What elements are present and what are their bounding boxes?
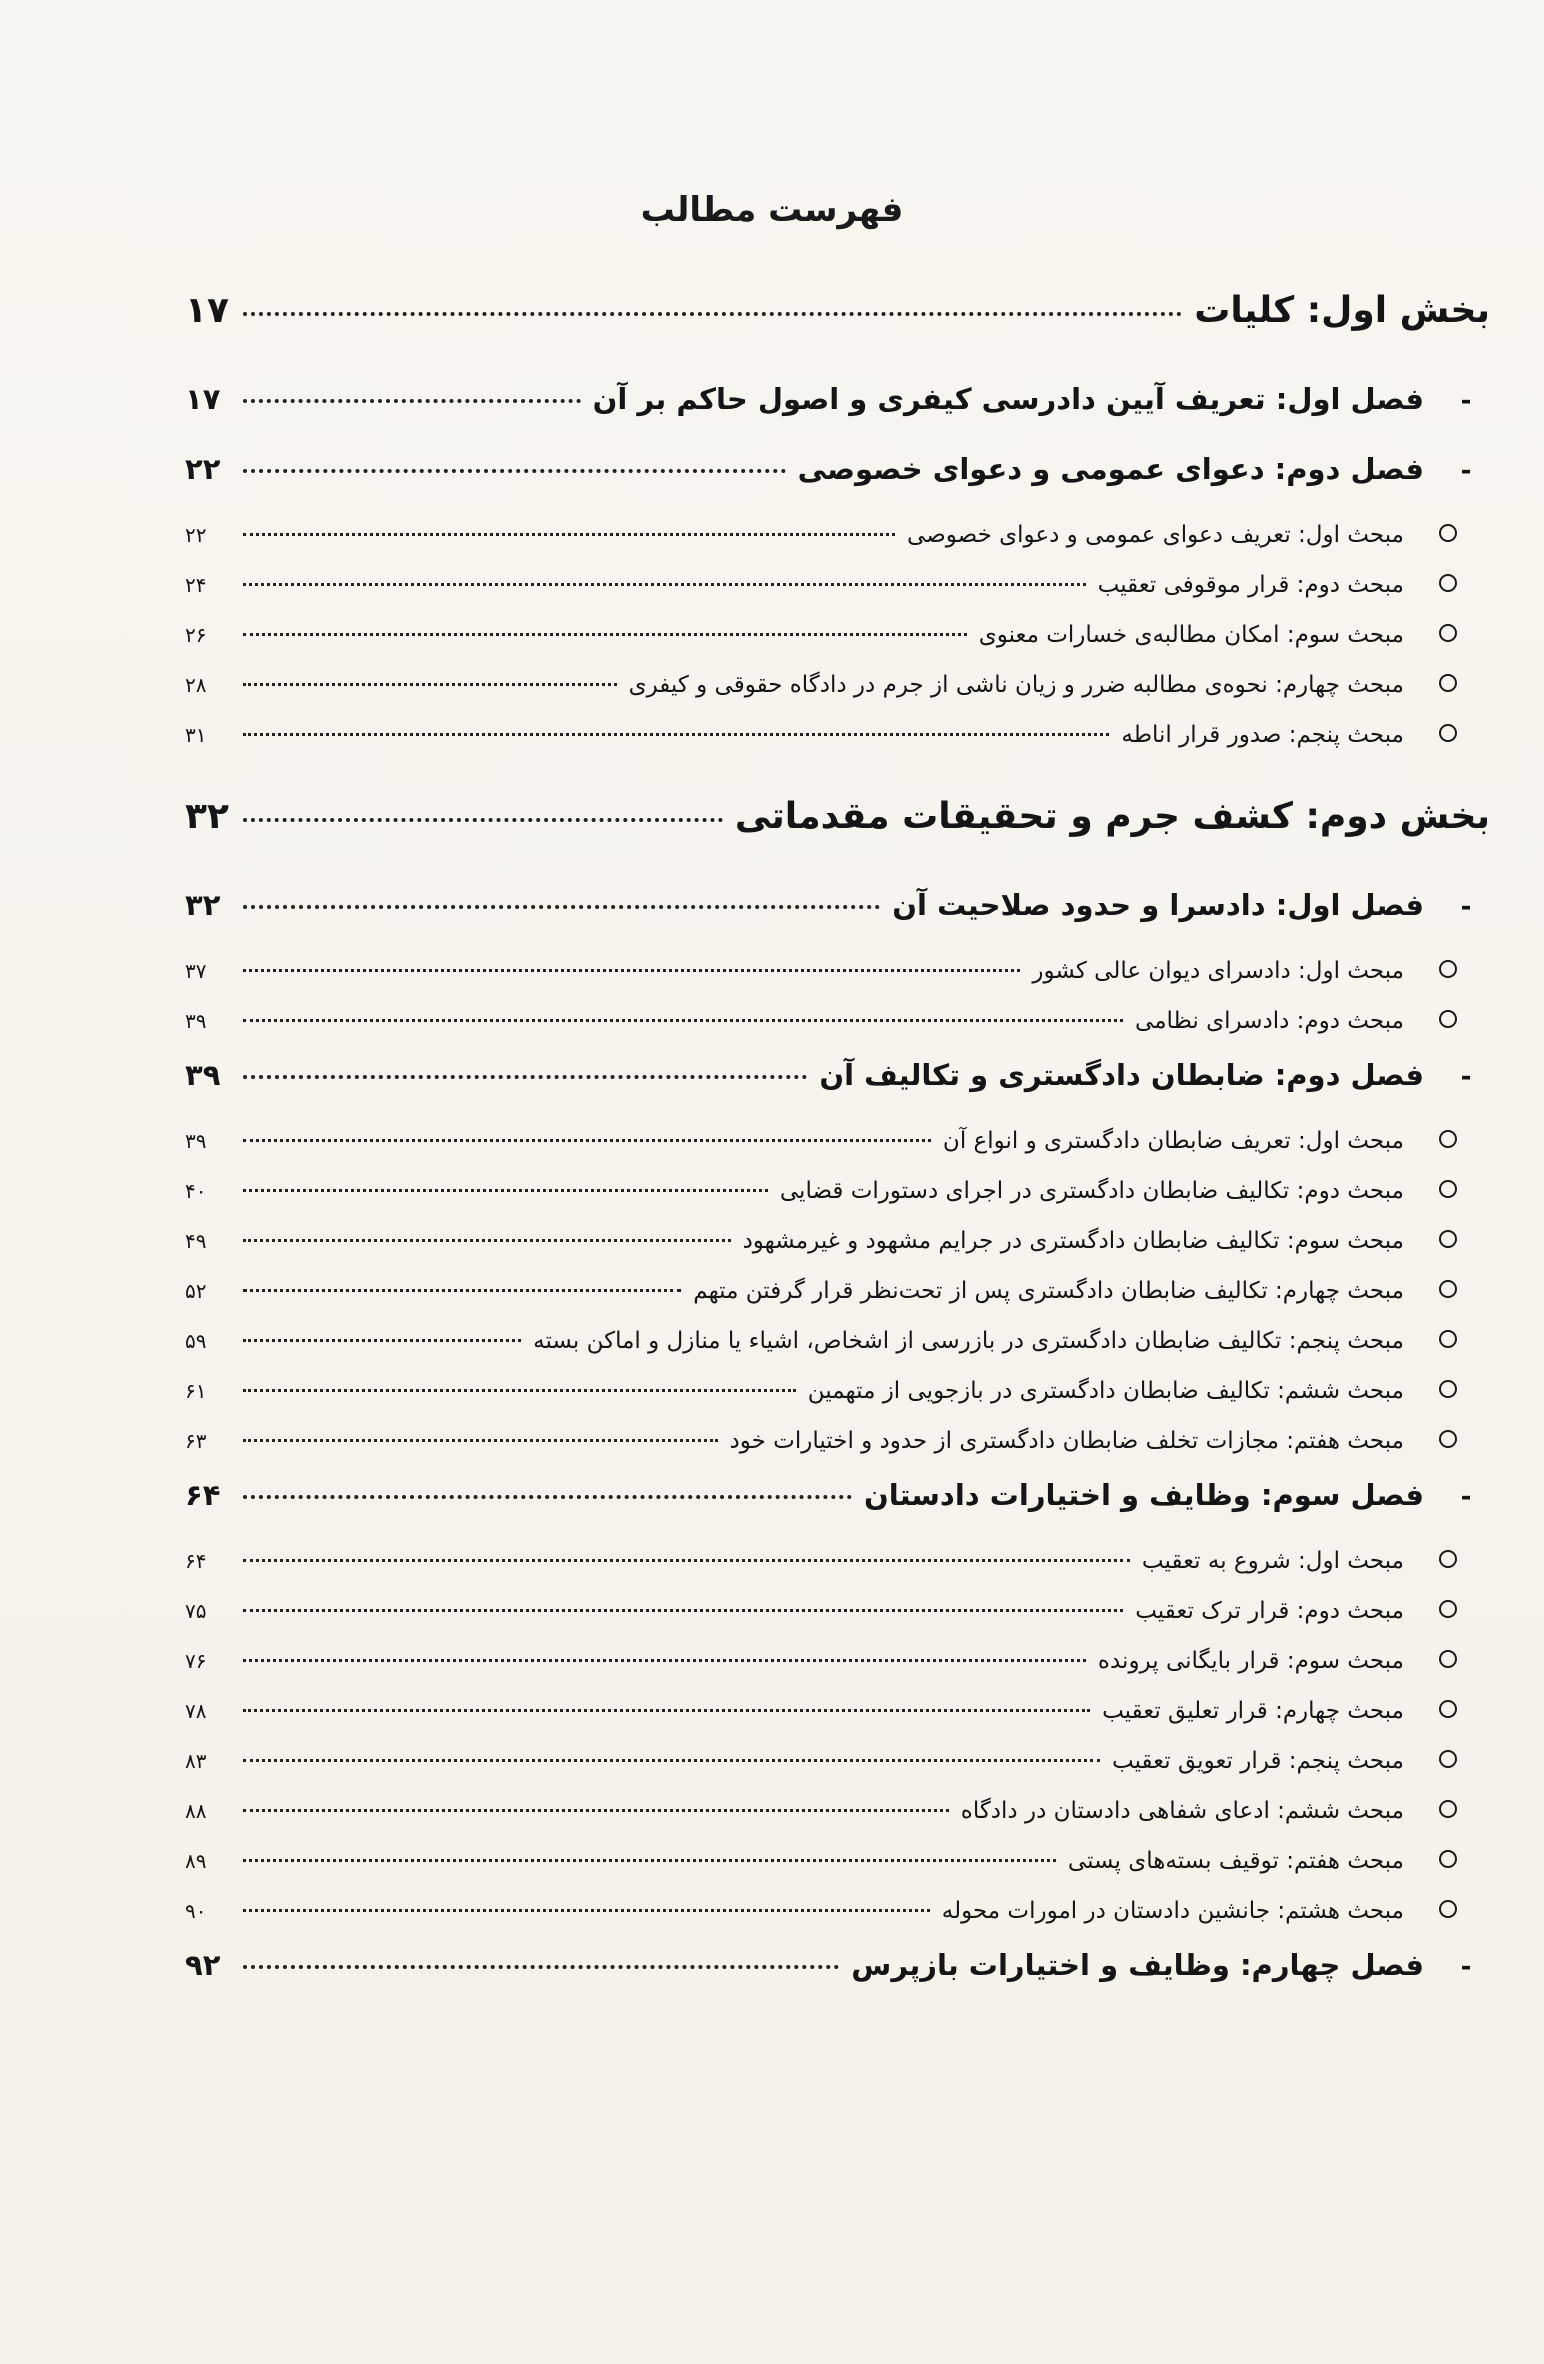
circle-bullet-icon — [1426, 1799, 1470, 1824]
toc-entry-section[interactable] — [185, 1328, 1490, 1378]
toc-entry-title: مبحث دوم: قرار موقوفی تعقیب — [1097, 572, 1404, 598]
circle-bullet-icon — [1426, 523, 1470, 548]
toc-page-number: ۲۲ — [185, 452, 221, 486]
circle-bullet-icon — [1426, 1649, 1470, 1674]
page-title: فهرست مطالب — [640, 190, 904, 230]
dot-leader — [243, 1139, 931, 1142]
circle-bullet-icon — [1426, 1129, 1470, 1154]
toc-page-number: ۷۸ — [185, 1699, 207, 1723]
toc-entry-title: مبحث ششم: تکالیف ضابطان دادگستری در بازجویی از متهمین — [807, 1378, 1404, 1404]
dot-leader — [243, 1495, 852, 1499]
toc-entry-title: مبحث دوم: تکالیف ضابطان دادگستری در اجرای دستورات قضایی — [779, 1178, 1404, 1204]
toc-entry-section[interactable] — [185, 622, 1490, 672]
toc-entry-section[interactable] — [185, 1548, 1490, 1598]
toc-entry-title: فصل دوم: ضابطان دادگستری و تکالیف آن — [819, 1058, 1424, 1092]
dot-leader — [243, 1909, 930, 1912]
dot-leader — [243, 1189, 768, 1192]
dot-leader — [243, 1439, 718, 1442]
toc-page-number: ۲۲ — [185, 523, 207, 547]
toc-entry-title: مبحث دوم: دادسرای نظامی — [1135, 1008, 1404, 1034]
dot-leader — [243, 533, 895, 536]
toc-entry-section[interactable] — [185, 1278, 1490, 1328]
toc-entry-chapter[interactable] — [185, 888, 1490, 958]
toc-entry-section[interactable] — [185, 1008, 1490, 1058]
toc-entry-title: مبحث سوم: تکالیف ضابطان دادگستری در جرایم مشهود و غیرمشهود — [742, 1228, 1404, 1254]
dot-leader — [243, 1289, 681, 1292]
toc-entry-title: مبحث ششم: ادعای شفاهی دادستان در دادگاه — [960, 1798, 1404, 1824]
toc-entry-title: مبحث چهارم: تکالیف ضابطان دادگستری پس از تحت‌نظر قرار گرفتن متهم — [693, 1278, 1404, 1304]
toc-entry-title: مبحث هفتم: توقیف بسته‌های پستی — [1067, 1848, 1404, 1874]
toc-page-number: ۳۹ — [185, 1009, 207, 1033]
dot-leader — [243, 1659, 1086, 1662]
dot-leader — [243, 399, 581, 403]
dot-leader — [243, 1709, 1090, 1712]
circle-bullet-icon — [1426, 959, 1470, 984]
toc-entry-section[interactable] — [185, 1748, 1490, 1798]
toc-entry-title: فصل سوم: وظایف و اختیارات دادستان — [863, 1478, 1424, 1512]
toc-entry-section[interactable] — [185, 1648, 1490, 1698]
dash-bullet-icon: - — [1460, 1952, 1472, 1982]
toc-entry-title: مبحث اول: شروع به تعقیب — [1141, 1548, 1404, 1574]
circle-bullet-icon — [1426, 623, 1470, 648]
toc-page-number: ۶۱ — [185, 1379, 207, 1403]
toc-page-number: ۴۹ — [185, 1229, 207, 1253]
dot-leader — [243, 1965, 839, 1969]
toc-entry-part[interactable] — [185, 796, 1490, 888]
toc-entry-section[interactable] — [185, 958, 1490, 1008]
circle-bullet-icon — [1426, 1179, 1470, 1204]
toc-entry-section[interactable] — [185, 1228, 1490, 1278]
dot-leader — [243, 905, 880, 909]
dot-leader — [243, 969, 1020, 972]
table-of-contents — [185, 290, 1490, 2018]
toc-entry-part[interactable] — [185, 290, 1490, 382]
toc-entry-title: مبحث چهارم: نحوه‌ی مطالبه ضرر و زیان ناشی از جرم در دادگاه حقوقی و کیفری — [628, 672, 1404, 698]
toc-page-number: ۶۳ — [185, 1429, 207, 1453]
circle-bullet-icon — [1426, 1009, 1470, 1034]
toc-entry-title: مبحث پنجم: قرار تعویق تعقیب — [1112, 1748, 1404, 1774]
dash-bullet-icon: - — [1460, 456, 1472, 486]
toc-entry-title: مبحث اول: تعریف دعوای عمومی و دعوای خصوصی — [907, 522, 1404, 548]
toc-page-number: ۳۹ — [185, 1058, 221, 1092]
toc-entry-chapter[interactable] — [185, 1058, 1490, 1128]
toc-page-number: ۷۶ — [185, 1649, 207, 1673]
toc-entry-title: فصل اول: تعریف آیین دادرسی کیفری و اصول حاکم بر آن — [592, 382, 1424, 416]
toc-entry-section[interactable] — [185, 672, 1490, 722]
toc-entry-section[interactable] — [185, 1798, 1490, 1848]
dash-bullet-icon: - — [1460, 386, 1472, 416]
toc-entry-section[interactable] — [185, 1128, 1490, 1178]
toc-page-number: ۶۴ — [185, 1549, 207, 1573]
toc-entry-title: مبحث پنجم: صدور قرار اناطه — [1121, 722, 1404, 748]
toc-page-number: ۱۷ — [185, 290, 229, 331]
toc-entry-section[interactable] — [185, 1178, 1490, 1228]
toc-entry-title: فصل دوم: دعوای عمومی و دعوای خصوصی — [797, 452, 1424, 486]
dot-leader — [243, 1559, 1130, 1562]
toc-entry-section[interactable] — [185, 572, 1490, 622]
circle-bullet-icon — [1426, 1229, 1470, 1254]
dot-leader — [243, 1389, 796, 1392]
toc-page-number: ۳۲ — [185, 796, 229, 837]
circle-bullet-icon — [1426, 1899, 1470, 1924]
toc-page-number: ۳۲ — [185, 888, 221, 922]
toc-entry-title: بخش اول: کلیات — [1194, 290, 1490, 331]
circle-bullet-icon — [1426, 1379, 1470, 1404]
dot-leader — [243, 818, 723, 822]
toc-page-number: ۳۹ — [185, 1129, 207, 1153]
toc-page-number: ۴۰ — [185, 1179, 207, 1203]
toc-entry-title: مبحث هشتم: جانشین دادستان در امورات محوله — [941, 1898, 1404, 1924]
toc-page-number: ۲۸ — [185, 673, 207, 697]
toc-page-number: ۱۷ — [185, 382, 221, 416]
toc-page-number: ۳۷ — [185, 959, 207, 983]
dot-leader — [243, 1859, 1056, 1862]
toc-entry-section[interactable] — [185, 1848, 1490, 1898]
dot-leader — [243, 1239, 731, 1242]
toc-page-number: ۲۴ — [185, 573, 207, 597]
dash-bullet-icon: - — [1460, 1062, 1472, 1092]
toc-entry-title: مبحث دوم: قرار ترک تعقیب — [1135, 1598, 1404, 1624]
circle-bullet-icon — [1426, 1279, 1470, 1304]
dash-bullet-icon: - — [1460, 1482, 1472, 1512]
toc-page-number: ۲۶ — [185, 623, 207, 647]
circle-bullet-icon — [1426, 1849, 1470, 1874]
toc-entry-title: مبحث سوم: امکان مطالبه‌ی خسارات معنوی — [978, 622, 1404, 648]
toc-entry-section[interactable] — [185, 1898, 1490, 1948]
toc-entry-section[interactable] — [185, 1698, 1490, 1748]
toc-entry-section[interactable] — [185, 722, 1490, 772]
circle-bullet-icon — [1426, 673, 1470, 698]
toc-entry-section[interactable] — [185, 1598, 1490, 1648]
circle-bullet-icon — [1426, 723, 1470, 748]
dot-leader — [243, 1075, 807, 1079]
toc-entry-section[interactable] — [185, 522, 1490, 572]
toc-entry-title: مبحث سوم: قرار بایگانی پرونده — [1097, 1648, 1404, 1674]
toc-page-number: ۵۲ — [185, 1279, 207, 1303]
toc-entry-title: مبحث چهارم: قرار تعلیق تعقیب — [1102, 1698, 1404, 1724]
toc-page-number: ۸۹ — [185, 1849, 207, 1873]
circle-bullet-icon — [1426, 1749, 1470, 1774]
toc-page-number: ۹۰ — [185, 1899, 207, 1923]
dot-leader — [243, 1019, 1123, 1022]
dot-leader — [243, 1759, 1100, 1762]
toc-entry-section[interactable] — [185, 1378, 1490, 1428]
circle-bullet-icon — [1426, 1329, 1470, 1354]
toc-page-number: ۸۳ — [185, 1749, 207, 1773]
toc-entry-chapter[interactable] — [185, 1478, 1490, 1548]
dot-leader — [243, 633, 967, 636]
toc-entry-title: فصل چهارم: وظایف و اختیارات بازپرس — [851, 1948, 1424, 1982]
dot-leader — [243, 1809, 949, 1812]
dot-leader — [243, 469, 786, 473]
toc-entry-title: بخش دوم: کشف جرم و تحقیقات مقدماتی — [734, 796, 1490, 837]
circle-bullet-icon — [1426, 1699, 1470, 1724]
dot-leader — [243, 1609, 1123, 1612]
circle-bullet-icon — [1426, 1599, 1470, 1624]
circle-bullet-icon — [1426, 573, 1470, 598]
toc-entry-title: مبحث پنجم: تکالیف ضابطان دادگستری در بازرسی از اشخاص، اشیاء یا منازل و اماکن بسته — [533, 1328, 1404, 1354]
toc-entry-chapter[interactable] — [185, 382, 1490, 452]
toc-entry-title: فصل اول: دادسرا و حدود صلاحیت آن — [892, 888, 1424, 922]
toc-page-number: ۷۵ — [185, 1599, 207, 1623]
toc-page-number: ۹۲ — [185, 1948, 221, 1982]
toc-entry-chapter[interactable] — [185, 452, 1490, 522]
toc-page-number: ۵۹ — [185, 1329, 207, 1353]
toc-page-number: ۶۴ — [185, 1478, 221, 1512]
toc-page-number: ۳۱ — [185, 723, 207, 747]
toc-entry-title: مبحث اول: دادسرای دیوان عالی کشور — [1032, 958, 1404, 984]
dot-leader — [243, 683, 617, 686]
dot-leader — [243, 1339, 521, 1342]
dot-leader — [243, 312, 1182, 316]
toc-entry-chapter[interactable] — [185, 1948, 1490, 2018]
dot-leader — [243, 733, 1109, 736]
toc-entry-section[interactable] — [185, 1428, 1490, 1478]
toc-entry-title: مبحث هفتم: مجازات تخلف ضابطان دادگستری از حدود و اختیارات خود — [729, 1428, 1404, 1454]
dot-leader — [243, 583, 1086, 586]
dash-bullet-icon: - — [1460, 892, 1472, 922]
circle-bullet-icon — [1426, 1549, 1470, 1574]
circle-bullet-icon — [1426, 1429, 1470, 1454]
toc-entry-title: مبحث اول: تعریف ضابطان دادگستری و انواع آن — [942, 1128, 1404, 1154]
toc-page-number: ۸۸ — [185, 1799, 207, 1823]
